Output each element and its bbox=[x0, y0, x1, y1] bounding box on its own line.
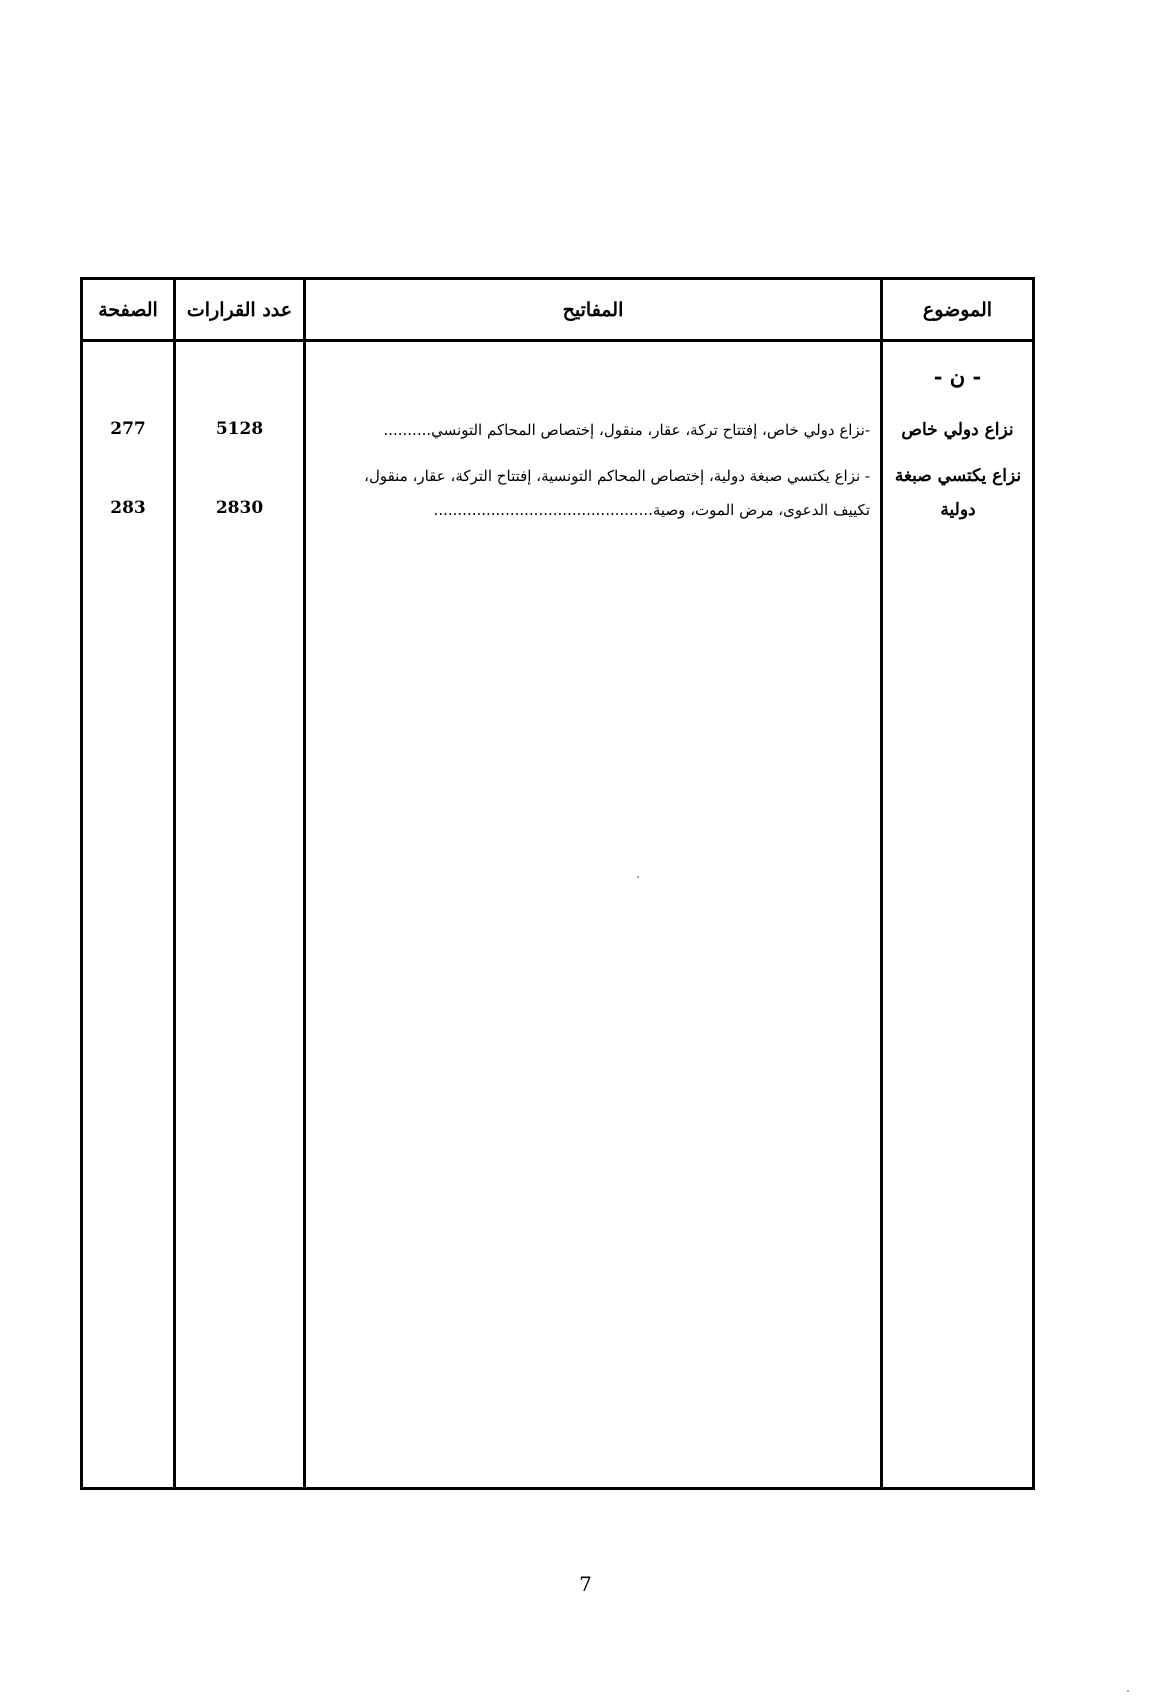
index-table bbox=[80, 277, 1035, 1490]
row-decision-number: 5128 bbox=[215, 419, 264, 439]
row-page: 277 bbox=[110, 419, 146, 439]
header-subject: الموضوع bbox=[922, 298, 993, 321]
row-keywords: - نزاع يكتسي صبغة دولية، إختصاص المحاكم التونسية، إفتتاح التركة، عقار، منقول، bbox=[364, 467, 870, 485]
scan-speck bbox=[637, 876, 639, 878]
row-subject: نزاع دولي خاص bbox=[901, 420, 1014, 440]
row-subject: نزاع يكتسي صبغة دولية bbox=[894, 466, 1022, 520]
row-page: 283 bbox=[110, 498, 146, 518]
page-number: 7 bbox=[579, 1572, 592, 1596]
scan-speck bbox=[1127, 1690, 1129, 1692]
column-divider bbox=[880, 280, 883, 1487]
header-page: الصفحة bbox=[98, 298, 158, 321]
row-keywords-continued: تكييف الدعوى، مرض الموت، وصية.............................................. bbox=[433, 501, 870, 519]
letter-section-heading: - ن - bbox=[933, 364, 982, 389]
row-keywords: -نزاع دولي خاص، إفتتاح تركة، عقار، منقول، إختصاص المحاكم التونسي.......... bbox=[383, 421, 870, 439]
header-decision-count: عدد القرارات bbox=[186, 298, 293, 321]
header-keywords: المفاتيح bbox=[562, 298, 624, 321]
column-divider bbox=[173, 280, 176, 1487]
column-divider bbox=[303, 280, 306, 1487]
row-decision-number: 2830 bbox=[215, 498, 264, 518]
